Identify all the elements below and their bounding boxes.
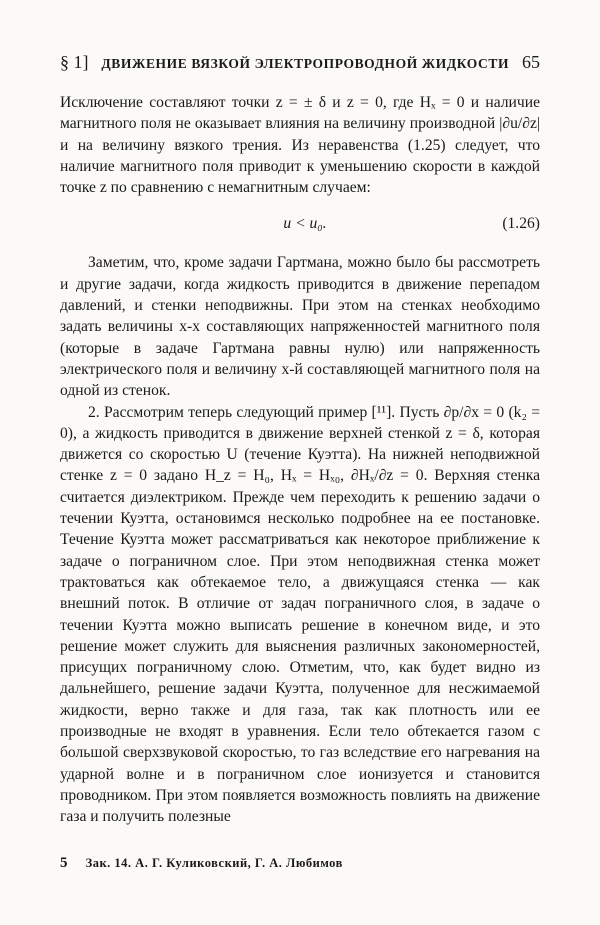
running-header [60, 52, 540, 73]
page-number: 65 [521, 52, 540, 72]
signature-mark: 5 [60, 855, 68, 871]
paragraph-3: 2. Рассмотрим теперь следующий пример [¹¹]. Пусть ∂p/∂x = 0 (k₂ = 0), а жидкость приводится в движение верхней стенкой z = δ, которая движется со скоростью U (течение Куэтта). На нижней неподвижной стенке z = 0 задано H_z = H₀, Hₓ = Hₓ₀, ∂Hₓ/∂z = 0. Верхняя стенка считается диэлектриком. Прежде чем переходить к решению задачи о течении Куэтта, остановимся несколько подробнее на ее постановке. Течение Куэтта может рассматриваться как некоторое приближение к задаче о пограничном слое. При этом неподвижная стенка может трактоваться как обтекаемое тело, а движущаяся стенка — как внешний поток. В отличие от задач пограничного слоя, в задаче о течении Куэтта можно выписать решение в конечном виде, и это решение может служить для выяснения различных закономерностей, присущих пограничному слою. Отметим, что, как будет видно из дальнейшего, решение задачи Куэтта, полученное для несжимаемой жидкости, верно также и для газа, так как плотность или ее производные не входят в уравнения. Если тело обтекается газом с большой сверхзвуковой скоростью, то газ вследствие его нагревания на ударной волне и в пограничном слое ионизуется и становится проводником. При этом появляется возможность повлиять на движение газа и получить полезные [60, 403, 540, 826]
equation-formula: u < u₀. [283, 214, 327, 232]
footer-text: Зак. 14. А. Г. Куликовский, Г. А. Любимов [85, 856, 343, 870]
section-marker: § 1] [60, 52, 89, 72]
paragraph-1: Исключение составляют точки z = ± δ и z = 0, где Hₓ = 0 и наличие магнитного поля не оказывает влияния на величину производной |∂u/∂z| и на величину вязкого трения. Из неравенства (1.25) следует, что наличие магнитного поля приводит к уменьшению скорости в каждой точке z по сравнению с немагнитным случаем: [60, 94, 540, 197]
footer-signature-line [60, 855, 540, 872]
equation-1-26 [60, 204, 540, 242]
equation-number: (1.26) [502, 214, 540, 232]
running-title: ДВИЖЕНИЕ ВЯЗКОЙ ЭЛЕКТРОПРОВОДНОЙ ЖИДКОСТИ [101, 56, 510, 71]
page-body [60, 92, 540, 828]
paragraph-2: Заметим, что, кроме задачи Гартмана, можно было бы рассмотреть и другие задачи, когда жидкость приводится в движение перепадом давлений, и стенки неподвижны. При этом на стенках необходимо задать величины x-x составляющих напряженностей магнитного поля (которые в задаче Гартмана равны нулю) или напряженность электрического поля и величину x-й составляющей магнитного поля на одной из стенок. [60, 254, 540, 400]
